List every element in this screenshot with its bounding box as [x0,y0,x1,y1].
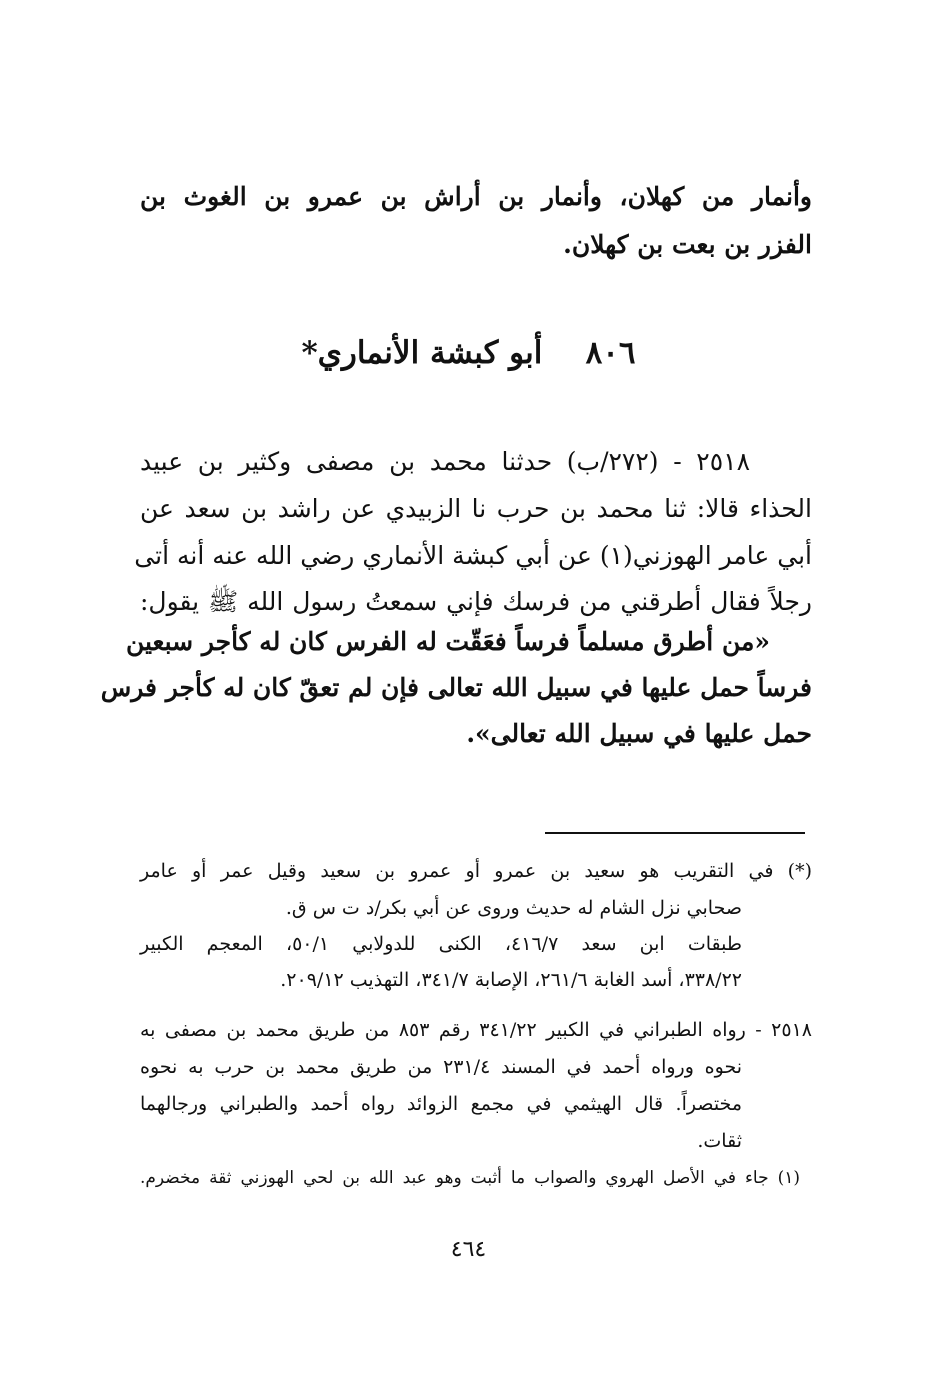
intro-line-1: وأنمار من كهلان، وأنمار بن أراش بن عمرو بن الغوث بن [140,182,812,211]
hadith-line-7: حمل عليها في سبيل الله تعالى». [466,719,812,748]
footnote-takhrij-line-1: ٢٥١٨ - رواه الطبراني في الكبير ٣٤١/٢٢ رقم ٨٥٣ من طريق محمد بن مصفى به [140,1019,812,1041]
footnote-takhrij-line-3: مختصراً. قال الهيثمي في مجمع الزوائد رواه أحمد والطبراني ورجالهما [140,1093,742,1115]
hadith-line-5: «من أطرق مسلماً فرساً فعَقّت له الفرس كان له كأجر سبعين [125,627,770,656]
footnote-one: (١) جاء في الأصل الهروي والصواب ما أثبت وهو عبد الله بن لحي الهوزني ثقة مخضرم. [140,1168,800,1188]
footnote-takhrij-line-4: ثقات. [697,1130,742,1152]
hadith-line-6: فرساً حمل عليها في سبيل الله تعالى فإن لم تعقّ كان له كأجر فرس [100,673,812,702]
footnote-takhrij-line-2: نحوه ورواه أحمد في المسند ٢٣١/٤ من طريق محمد بن حرب به نحوه [140,1056,742,1078]
footnote-star-line-1: (*) في التقريب هو سعيد بن عمرو أو عمرو بن سعيد وقيل عمر أو عامر [140,860,812,882]
hadith-line-4: رجلاً فقال أطرقني من فرسك فإني سمعتُ رسول الله ﷺ يقول: [140,587,812,616]
footnote-star-line-3: طبقات ابن سعد ٤١٦/٧، الكنى للدولابي ٥٠/١، المعجم الكبير [140,933,742,955]
entry-heading [0,335,937,371]
footnote-star-line-2: صحابي نزل الشام له حديث وروى عن أبي بكر/د ت س ق. [285,897,742,919]
entry-number: ٨٠٦ [585,335,636,371]
page-number: ٤٦٤ [450,1237,487,1262]
hadith-line-2: الحذاء قالا: ثنا محمد بن حرب نا الزبيدي عن راشد بن سعد عن [140,494,812,523]
hadith-line-1: ٢٥١٨ - (٢٧٢/ب) حدثنا محمد بن مصفى وكثير بن عبيد [140,447,750,476]
footnote-separator [545,832,805,834]
entry-name: أبو كبشة الأنماري* [301,335,543,371]
footnote-star-line-4: ٣٣٨/٢٢، أسد الغابة ٢٦١/٦، الإصابة ٣٤١/٧، التهذيب ٢٠٩/١٢. [280,969,742,991]
intro-line-2: الفزر بن بعت بن كهلان. [563,230,812,259]
hadith-line-3: أبي عامر الهوزني(١) عن أبي كبشة الأنماري رضي الله عنه أنه أتى [134,541,812,570]
